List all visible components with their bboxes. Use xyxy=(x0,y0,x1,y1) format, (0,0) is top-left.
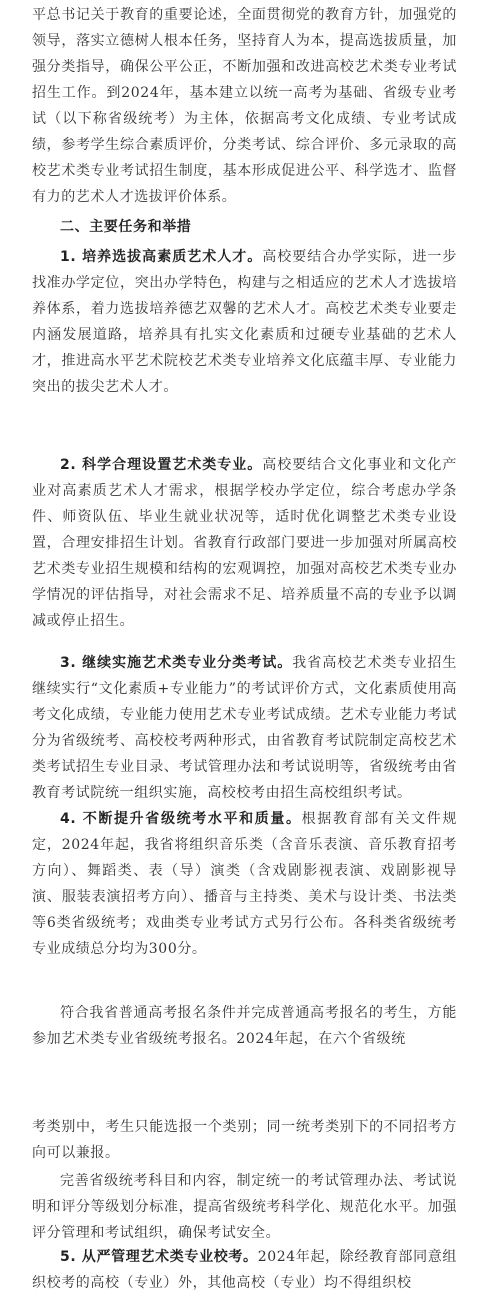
item-2-block xyxy=(32,452,457,634)
intro-paragraph: 平总书记关于教育的重要论述，全面贯彻党的教育方针，加强党的领导，落实立德树人根本任务，坚持育人为本，提高选拔质量，加强分类指导，确保公平公正，不断加强和改进高校艺术类专业考试招生工作。到2024年，基本建立以统一高考为基础、省级专业考试（以下称省级统考）为主体，依据高考文化成绩、专业考试成绩，参考学生综合素质评价，分类考试、综合评价、多元录取的高校艺术类专业考试招生制度，基本形成促进公平、科学选才、监督有力的艺术人才选拔评价体系。 xyxy=(32,7,457,205)
section-heading-block xyxy=(32,214,457,240)
section-heading: 二、主要任务和举措 xyxy=(60,219,192,235)
item-5-paragraph xyxy=(32,1244,457,1296)
item-2-body: 高校要结合文化事业和文化产业对高素质艺术人才需求，根据学校办学定位，综合考虑办学条件、师资队伍、毕业生就业状况等，适时优化调整艺术类专业设置，合理安排招生计划。省教育行政部门要进一步加强对所属高校艺术类专业招生规模和结构的宏观调控，加强对高校艺术类专业办学情况的评估指导，对社会需求不足、培养质量不高的专业予以调减或停止招生。 xyxy=(32,457,457,629)
item-3-body: 我省高校艺术类专业招生继续实行“文化素质+专业能力”的考试评价方式，文化素质使用高考文化成绩，专业能力使用艺术专业考试成绩。艺术专业能力考试分为省级统考、高校校考两种形式，由省教育考试院制定高校艺术类考试招生专业目录、考试管理办法和考试说明等，省级统考由省教育考试院统一组织实施，高校校考由招生高校组织考试。 xyxy=(32,655,457,801)
item-3-title: 3. 继续实施艺术类专业分类考试。 xyxy=(60,655,293,671)
intro-paragraph-block xyxy=(32,2,457,210)
item-5-title: 5. 从严管理艺术类专业校考。 xyxy=(60,1249,258,1265)
eligibility-continued-block xyxy=(32,1114,457,1166)
item-1-title: 1. 培养选拔高素质艺术人才。 xyxy=(60,249,263,265)
item-1-body: 高校要结合办学实际，进一步找准办学定位，突出办学特色，构建与之相适应的艺术人才选拔培养体系，着力选拔培养德艺双馨的艺术人才。高校艺术类专业要走内涵发展道路，培养具有扎实文化素质和过硬专业基础的艺术人才，推进高水平艺术院校艺术类专业培养文化底蕴丰厚、专业能力突出的拔尖艺术人才。 xyxy=(32,249,457,395)
item-1-paragraph xyxy=(32,244,457,400)
item-5-body: 2024年起，除经教育部同意组织校考的高校（专业）外，其他高校（专业）均不得组织校 xyxy=(32,1249,457,1291)
eligibility-block xyxy=(32,1000,457,1052)
improve-block xyxy=(32,1168,457,1246)
item-5-block xyxy=(32,1244,457,1296)
item-4-body: 根据教育部有关文件规定，2024年起，我省将组织音乐类（含音乐表演、音乐教育招考方向）、舞蹈类、表（导）演类（含戏剧影视表演、戏剧影视导演、服装表演招考方向）、播音与主持类、美术与设计类、书法类等6类省级统考；戏曲类专业考试方式另行公布。各科类省级统考专业成绩总分均为300分。 xyxy=(32,811,457,957)
item-4-paragraph xyxy=(32,806,457,962)
improve-paragraph: 完善省级统考科目和内容，制定统一的考试管理办法、考试说明和评分等级划分标准，提高省级统考科学化、规范化水平。加强评分管理和考试组织，确保考试安全。 xyxy=(32,1173,457,1241)
item-1-block xyxy=(32,244,457,400)
item-3-block xyxy=(32,650,457,806)
item-4-title: 4. 不断提升省级统考水平和质量。 xyxy=(60,811,302,827)
item-2-paragraph xyxy=(32,452,457,634)
item-4-block xyxy=(32,806,457,962)
item-2-title: 2. 科学合理设置艺术类专业。 xyxy=(60,457,263,473)
eligibility-continued-paragraph: 考类别中，考生只能选报一个类别；同一统考类别下的不同招考方向可以兼报。 xyxy=(32,1119,457,1161)
eligibility-paragraph: 符合我省普通高考报名条件并完成普通高考报名的考生，方能参加艺术类专业省级统考报名。2024年起，在六个省级统 xyxy=(32,1005,457,1047)
item-3-paragraph xyxy=(32,650,457,806)
